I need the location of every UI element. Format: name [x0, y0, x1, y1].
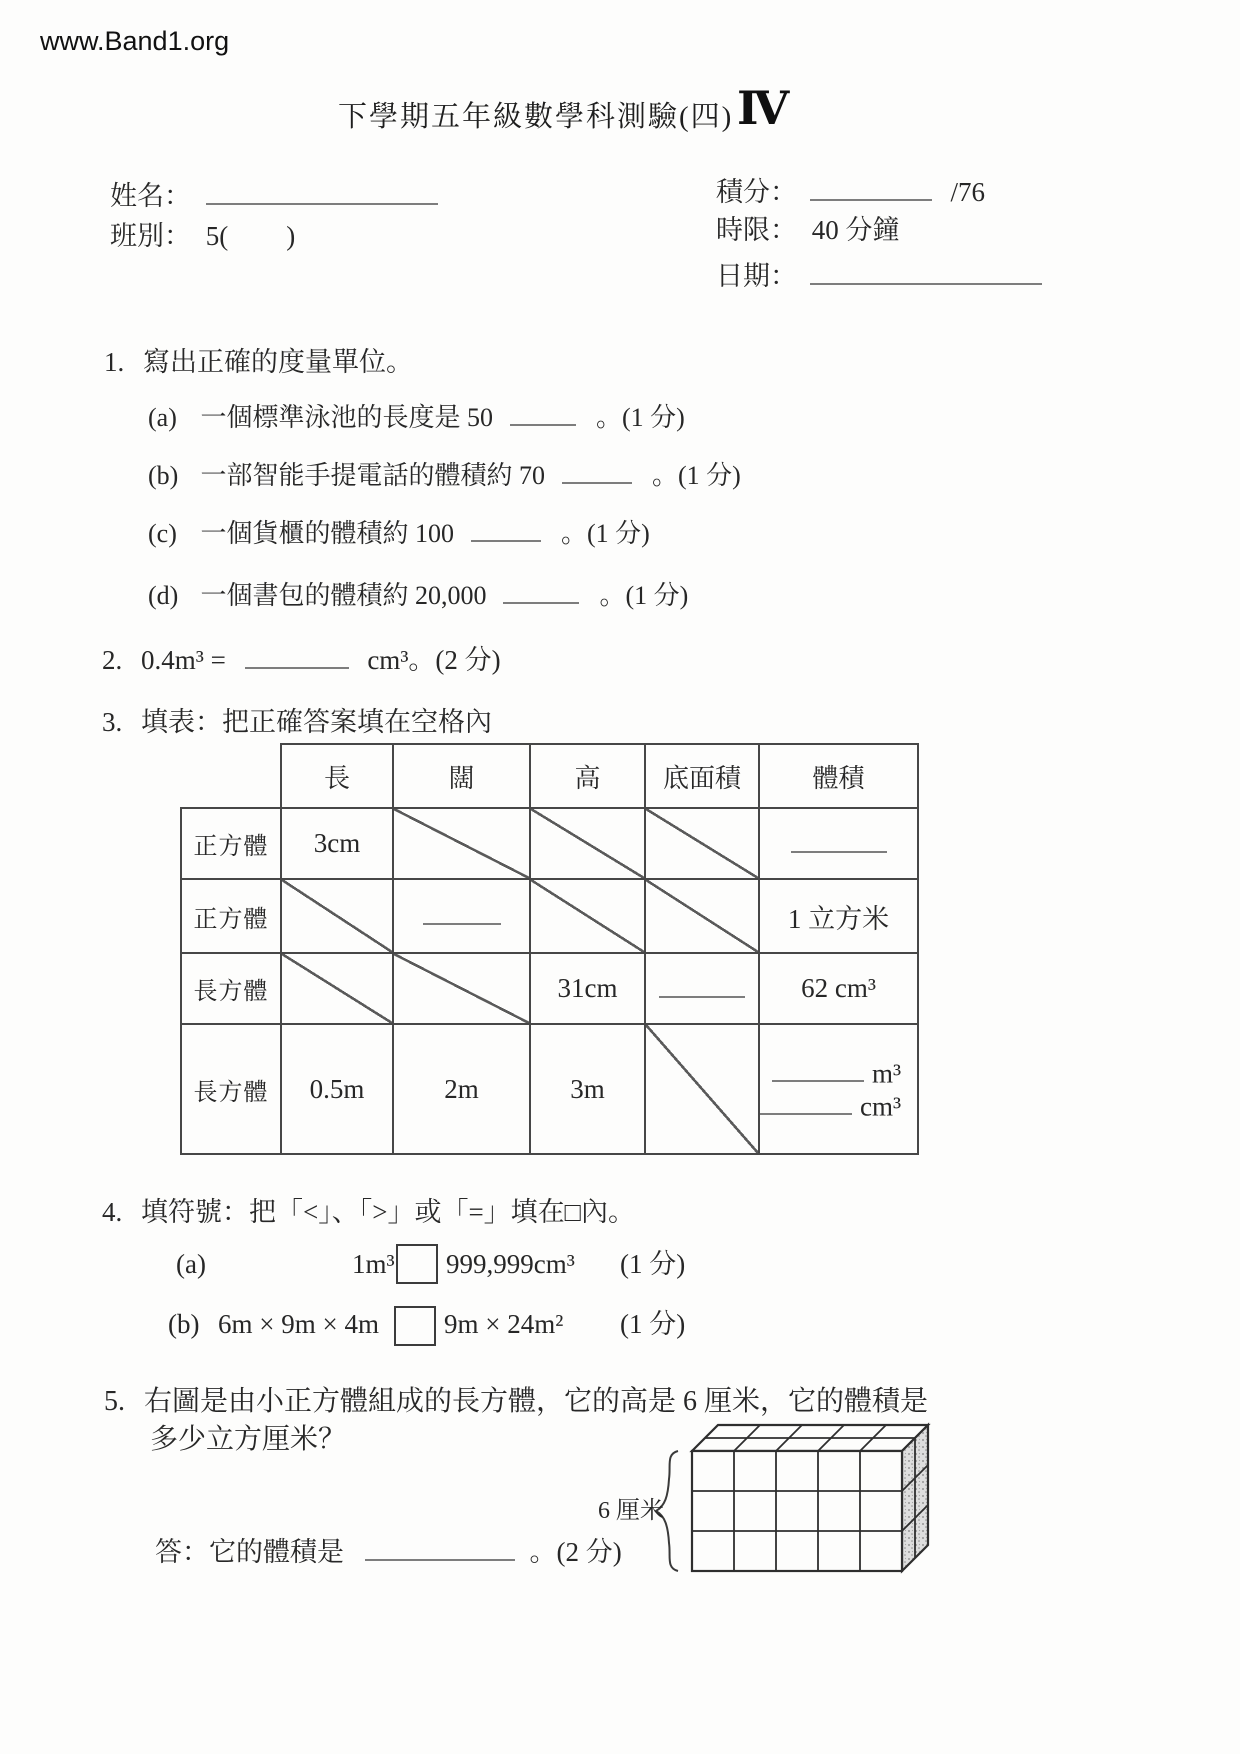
q1-number: 1.: [104, 347, 125, 377]
q3-r3-length-crossed: [281, 953, 393, 1024]
q5-answer-row: [155, 1532, 622, 1570]
q3-r1-volume-blank-cell: [759, 808, 918, 879]
q1a-answer-blank: [510, 398, 576, 426]
q1b-suffix: 。(1 分): [652, 461, 741, 490]
score-label: 積分：: [716, 177, 797, 207]
time-label: 時限：: [716, 215, 797, 245]
q4a-label: (a): [176, 1249, 206, 1279]
q3-r4-volume-cm3-line: [760, 1089, 901, 1122]
q3-r1-label: 正方體: [181, 808, 281, 879]
q3-number: 3.: [102, 707, 123, 737]
q4b-label: (b): [168, 1309, 200, 1339]
q3-header-length: 長: [281, 744, 393, 808]
class-value-open: 5(: [205, 221, 229, 251]
name-row: [110, 176, 438, 214]
q3-row-cuboid1: [181, 953, 918, 1024]
date-row: [716, 256, 1042, 294]
q1b-text: 一部智能手提電話的體積約 70: [200, 461, 546, 490]
score-total: /76: [950, 177, 986, 207]
q1-item-d: [148, 576, 688, 613]
q1c-suffix: 。(1 分): [561, 519, 650, 548]
q3-r1-height-crossed: [530, 808, 645, 879]
q1c-text: 一個貨櫃的體積約 100: [200, 519, 455, 548]
q3-r3-label: 長方體: [181, 953, 281, 1024]
q3-r3-base-blank: [659, 972, 745, 997]
class-label: 班別：: [110, 221, 191, 251]
q1c-label: (c): [148, 519, 177, 548]
q3-r1-width-crossed: [393, 808, 530, 879]
q1-prompt-row: [104, 346, 413, 380]
q3-r2-label: 正方體: [181, 879, 281, 953]
q3-header-volume: 體積: [759, 744, 918, 808]
q3-r1-length: 3cm: [281, 808, 393, 879]
q4a-comparison-box: [396, 1244, 438, 1284]
date-label: 日期：: [716, 261, 797, 291]
cuboid-figure: [592, 1410, 948, 1592]
q3-r4-volume-cm3-blank: [760, 1089, 852, 1115]
q4-number: 4.: [102, 1197, 123, 1227]
q3-prompt: 填表：把正確答案填在空格內: [141, 707, 492, 737]
q3-header-row: [181, 744, 918, 808]
q3-header-base-area: 底面積: [645, 744, 759, 808]
q3-r3-base-blank-cell: [645, 953, 759, 1024]
q3-r2-width-blank-cell: [393, 879, 530, 953]
score-blank: [810, 172, 932, 201]
q3-r4-label: 長方體: [181, 1024, 281, 1154]
q3-r4-height: 3m: [530, 1024, 645, 1154]
q1b-answer-blank: [562, 456, 632, 484]
q1a-suffix: 。(1 分): [596, 403, 685, 432]
time-value: 40 分鐘: [811, 215, 900, 245]
q3-r4-length: 0.5m: [281, 1024, 393, 1154]
q3-row-cuboid2: [181, 1024, 918, 1154]
q1-item-b: [148, 456, 741, 493]
q1-item-a: [148, 398, 685, 435]
q3-header-corner: [181, 744, 281, 808]
q4b-left: 6m × 9m × 4m: [218, 1309, 379, 1339]
q4-prompt-row: [102, 1196, 635, 1230]
q3-r3-width-crossed: [393, 953, 530, 1024]
q3-r2-volume: 1 立方米: [759, 879, 918, 953]
q1c-answer-blank: [471, 514, 541, 542]
q3-r3-volume: 62 cm³: [759, 953, 918, 1024]
q3-table: [180, 743, 919, 1155]
q3-r4-volume-m3-unit: m³: [871, 1058, 902, 1088]
q1d-label: (d): [148, 581, 179, 610]
q5-answer-post: 。(2 分): [529, 1537, 622, 1567]
q4b-right: 9m × 24m²: [444, 1309, 564, 1339]
page-title: 下學期五年級數學科測驗(四): [338, 101, 734, 133]
q3-r4-volume-cm3-unit: cm³: [860, 1091, 902, 1122]
q3-r2-length-crossed: [281, 879, 393, 953]
q1d-text: 一個書包的體積約 20,000: [200, 581, 487, 610]
q3-header-height: 高: [530, 744, 645, 808]
q3-header-width: 闊: [393, 744, 530, 808]
q3-r3-height: 31cm: [530, 953, 645, 1024]
q2-pre: 0.4m³ =: [141, 645, 226, 675]
q5-number: 5.: [104, 1386, 125, 1417]
q2-row: [102, 640, 501, 678]
q1-prompt: 寫出正確的度量單位。: [143, 347, 413, 377]
q3-r1-volume-blank: [791, 827, 887, 852]
class-value-close: ): [286, 221, 296, 251]
cuboid-front-face: [692, 1451, 902, 1571]
q1d-answer-blank: [503, 576, 579, 604]
q5-answer-pre: 答：它的體積是: [155, 1537, 344, 1567]
score-row: [716, 172, 985, 210]
q4b-comparison-box: [394, 1306, 436, 1346]
q3-r2-base-crossed: [645, 879, 759, 953]
watermark-url: www.Band1.org: [40, 26, 230, 56]
q1a-label: (a): [148, 403, 177, 432]
q2-number: 2.: [102, 645, 123, 675]
q3-r1-base-crossed: [645, 808, 759, 879]
q4-prompt: 填符號：把「<」、「>」或「=」填在□內。: [141, 1197, 635, 1227]
q3-r4-width: 2m: [393, 1024, 530, 1154]
name-blank: [206, 176, 438, 205]
q3-r4-base-crossed: [645, 1024, 759, 1154]
q5-answer-blank: [365, 1532, 515, 1561]
class-row: [110, 220, 295, 254]
q3-r4-volume-cell: [759, 1024, 918, 1154]
q1b-label: (b): [148, 461, 179, 490]
q2-post: cm³。(2 分): [367, 645, 501, 675]
q4a-left: 1m³: [352, 1249, 395, 1279]
q2-answer-blank: [245, 640, 349, 669]
q3-r4-volume-m3-blank: [772, 1056, 864, 1082]
page-title-numeral: Ⅳ: [737, 83, 790, 134]
q4a-right: 999,999cm³: [446, 1249, 575, 1279]
name-label: 姓名：: [110, 181, 191, 211]
q3-r4-volume-m3-line: [772, 1056, 901, 1089]
q3-r2-height-crossed: [530, 879, 645, 953]
q3-r2-width-blank: [423, 900, 501, 925]
q1a-text: 一個標準泳池的長度是 50: [200, 403, 494, 432]
q4b-marks: (1 分): [620, 1309, 686, 1339]
q3-row-cube2: [181, 879, 918, 953]
q5-line1: 右圖是由小正方體組成的長方體，它的高是 6 厘米，它的體積是: [144, 1386, 929, 1417]
q3-prompt-row: [102, 706, 492, 740]
q1-item-c: [148, 514, 650, 551]
date-blank: [810, 256, 1042, 285]
q4a-marks: (1 分): [620, 1249, 686, 1279]
q3-row-cube1: [181, 808, 918, 879]
time-row: [716, 214, 900, 248]
height-label: 6 厘米: [598, 1498, 664, 1524]
q1d-suffix: 。(1 分): [599, 581, 689, 610]
q5-line2: 多少立方厘米？: [150, 1424, 347, 1455]
